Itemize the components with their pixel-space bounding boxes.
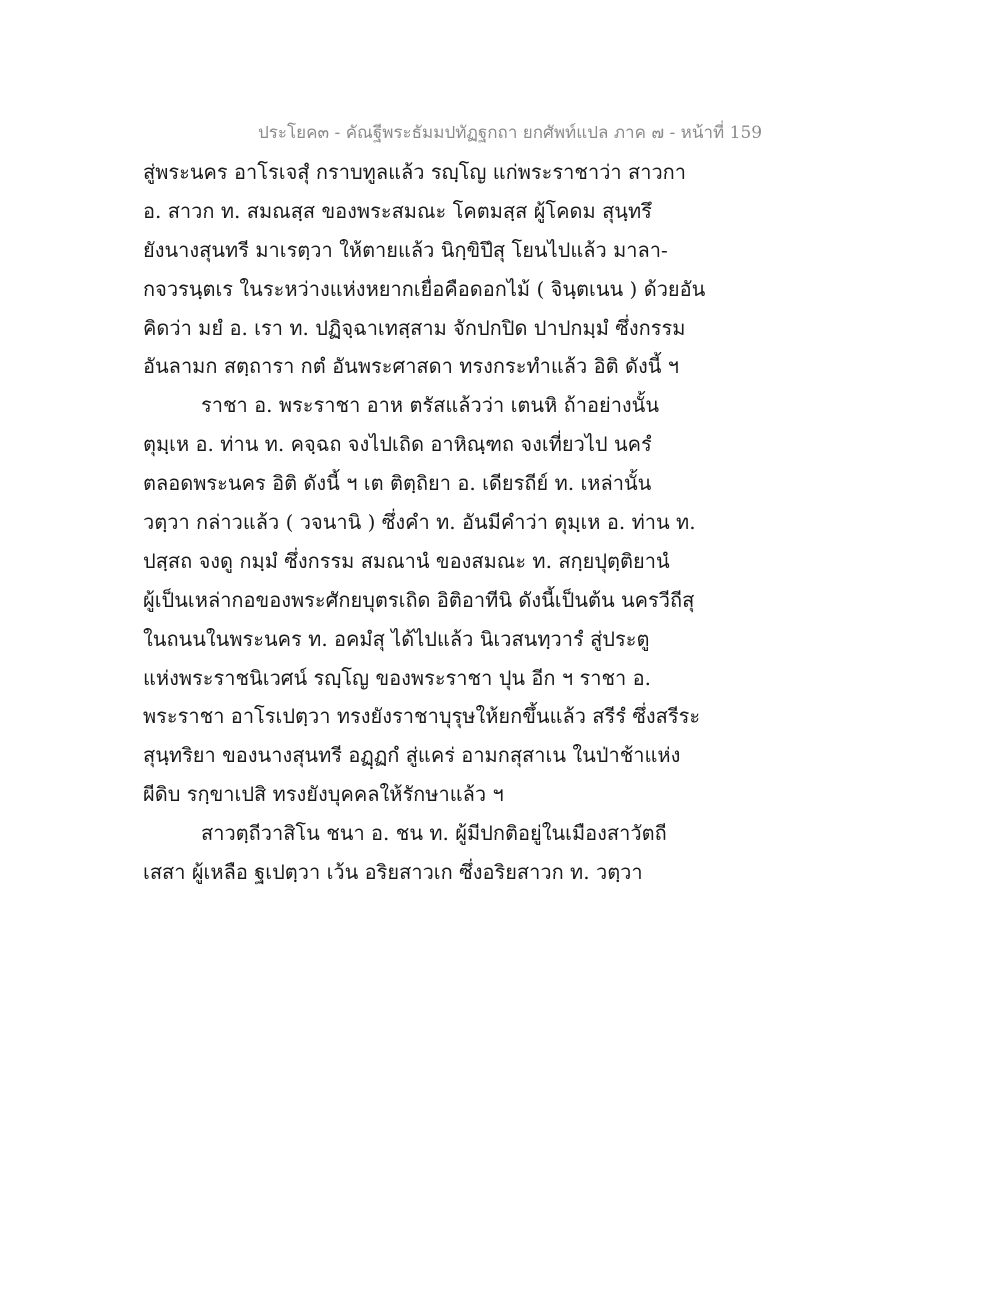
paragraph-3 (143, 814, 703, 892)
text-line: ปสฺสถ จงดู กมฺมํ ซึ่งกรรม สมณานํ ของสมณะ ท. สกฺยปุตฺติยานํ (143, 548, 670, 573)
text-line: คิดว่า มยํ อ. เรา ท. ปฏิจฺฉาเทสฺสาม จักปกปิด ปาปกมฺมํ ซึ่งกรรม (143, 315, 686, 340)
text-line: ผู้เป็นเหล่ากอของพระศักยบุตรเถิด อิติอาทีนิ ดังนี้เป็นต้น นครวีถีสุ (143, 587, 695, 612)
paragraph-2 (143, 386, 703, 814)
text-line: ตลอดพระนคร อิติ ดังนี้ ฯ เต ติตฺถิยา อ. เดียรถีย์ ท. เหล่านั้น (143, 471, 652, 496)
text-line: พระราชา อาโรเปตฺวา ทรงยังราชาบุรุษให้ยกขึ้นแล้ว สรีรํ ซึ่งสรีระ (143, 704, 701, 729)
text-line: ในถนนในพระนคร ท. อคมํสุ ได้ไปแล้ว นิเวสนทฺวารํ สู่ประตู (143, 626, 650, 651)
text-line: วตฺวา กล่าวแล้ว ( วจนานิ ) ซึ่งคำ ท. อันมีคำว่า ตุมฺเห อ. ท่าน ท. (143, 510, 696, 535)
paragraph-1 (143, 153, 706, 386)
text-line: อันลามก สตฺถารา กตํ อันพระศาสดา ทรงกระทำแล้ว อิติ ดังนี้ ฯ (143, 354, 680, 379)
text-line: ราชา อ. พระราชา อาห ตรัสแล้วว่า เตนหิ ถ้าอย่างนั้น (201, 393, 660, 418)
running-header: ประโยค๓ - คัณฐีพระธัมมปทัฏฐกถา ยกศัพท์แปล ภาค ๗ - หน้าที่ 159 (258, 123, 763, 143)
text-line: สาวตฺถีวาสิโน ชนา อ. ชน ท. ผู้มีปกติอยู่ในเมืองสาวัตถี (201, 821, 667, 846)
text-line: สุนฺทริยา ของนางสุนทรี อฏฺฏกํ สู่แคร่ อามกสุสาเน ในป่าช้าแห่ง (143, 743, 681, 768)
body-text (143, 153, 706, 892)
text-line: ผีดิบ รกฺขาเปสิ ทรงยังบุคคลให้รักษาแล้ว ฯ (143, 782, 504, 807)
text-line: แห่งพระราชนิเวศน์ รญฺโญ ของพระราชา ปุน อีก ฯ ราชา อ. (143, 665, 651, 690)
text-line: เสสา ผู้เหลือ ฐเปตฺวา เว้น อริยสาวเก ซึ่งอริยสาวก ท. วตฺวา (143, 860, 643, 885)
text-line: อ. สาวก ท. สมณสฺส ของพระสมณะ โคตมสฺส ผู้โคดม สุนฺทรึ (143, 198, 652, 223)
text-line: สู่พระนคร อาโรเจสุํ กราบทูลแล้ว รญฺโญ แก่พระราชาว่า สาวกา (143, 160, 687, 184)
text-line: ตุมฺเห อ. ท่าน ท. คจฺฉถ จงไปเถิด อาหิณฺฑถ จงเที่ยวไป นครํ (143, 432, 652, 457)
text-line: กจวรนฺตเร ในระหว่างแห่งหยากเยื่อคือดอกไม้ ( จินฺตเนน ) ด้วยอัน (143, 276, 706, 301)
text-line: ยังนางสุนทรี มาเรตฺวา ให้ตายแล้ว นิกฺขิปึสุ โยนไปแล้ว มาลา- (143, 237, 668, 262)
